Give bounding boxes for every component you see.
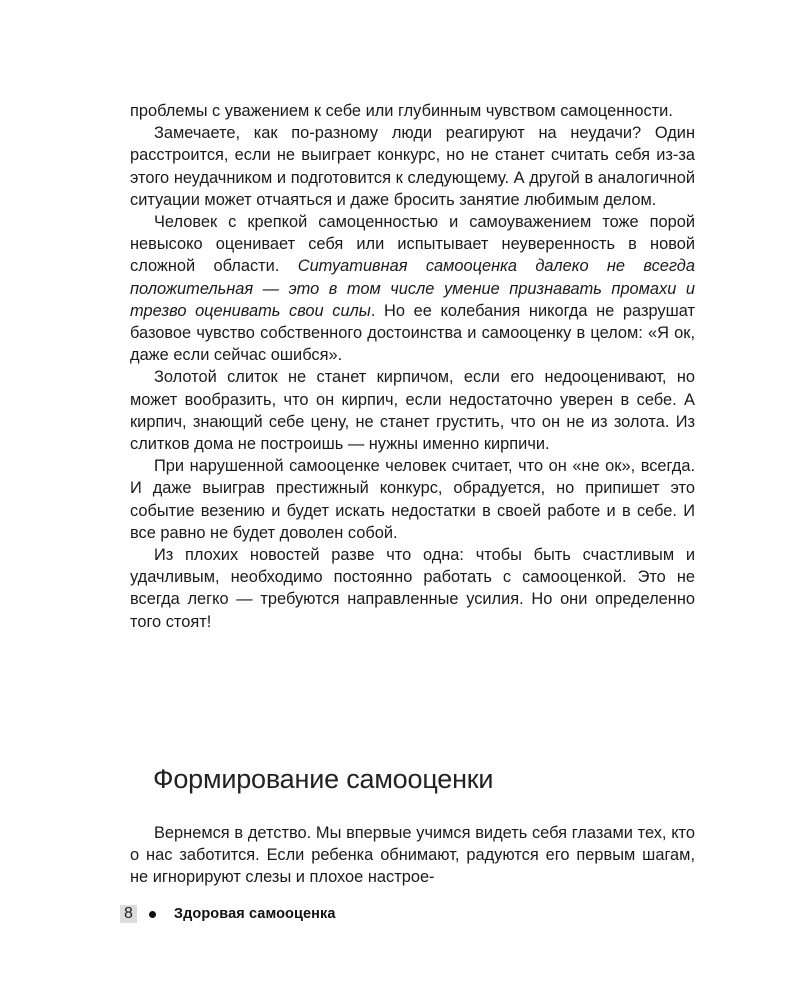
paragraph-emphasis: Ситуативная самооценка далеко не всегда положительная — это в том числе умение признавать промахи и трезво оценивать свои силы — [130, 257, 695, 320]
paragraph: Золотой слиток не станет кирпичом, если его недооценивают, но может вообразить, что он кирпич, если недостаточно уверен в себе. А кирпич, знающий себе цену, не станет грустить, что он не из золота. Из слитков дома не построишь — нужны именно кирпичи. — [130, 368, 695, 454]
section-heading: Формирование самооценки — [153, 764, 494, 794]
paragraph: При нарушенной самооценке человек считает, что он «не ок», всегда. И даже выиграв престижный конкурс, обрадуется, но припишет это событие везению и будет искать недостатки в своей работе и в себе. И все равно не будет доволен собой. — [130, 457, 695, 542]
section-body — [130, 822, 695, 889]
page-number: 8 — [120, 905, 137, 923]
page-footer — [120, 904, 336, 924]
bullet-icon — [149, 911, 156, 918]
paragraph: Вернемся в детство. Мы впервые учимся видеть себя глазами тех, кто о нас заботится. Если ребенка обнимают, радуются его первым шагам, не игнорируют слезы и плохое настрое- — [130, 824, 695, 887]
running-title: Здоровая самооценка — [173, 906, 336, 922]
paragraph-text: . Но ее колебания никогда не разрушат базовое чувство собственного достоинства и самооценку в целом: «Я ок, даже если сейчас ошибся». — [130, 301, 696, 365]
paragraph: Замечаете, как по-разному люди реагируют на неудачи? Один расстроится, если не выиграет конкурс, но не станет считать себя из-за этого неудачником и подготовится к следующему. А другой в аналогичной ситуации может отчаяться и даже бросить занятие любимым делом. — [130, 124, 695, 209]
page-body — [130, 100, 695, 633]
paragraph: проблемы с уважением к себе или глубинным чувством самоценности. — [130, 102, 673, 120]
paragraph — [130, 211, 695, 366]
paragraph-text: Человек с крепкой самоценностью и самоуважением тоже порой невысоко оценивает себя или испытывает неуверенность в новой сложной области. — [130, 213, 695, 276]
paragraph: Из плохих новостей разве что одна: чтобы быть счастливым и удачливым, необходимо постоянно работать с самооценкой. Это не всегда легко — требуются направленные усилия. Но они определенно того стоят! — [130, 546, 695, 631]
